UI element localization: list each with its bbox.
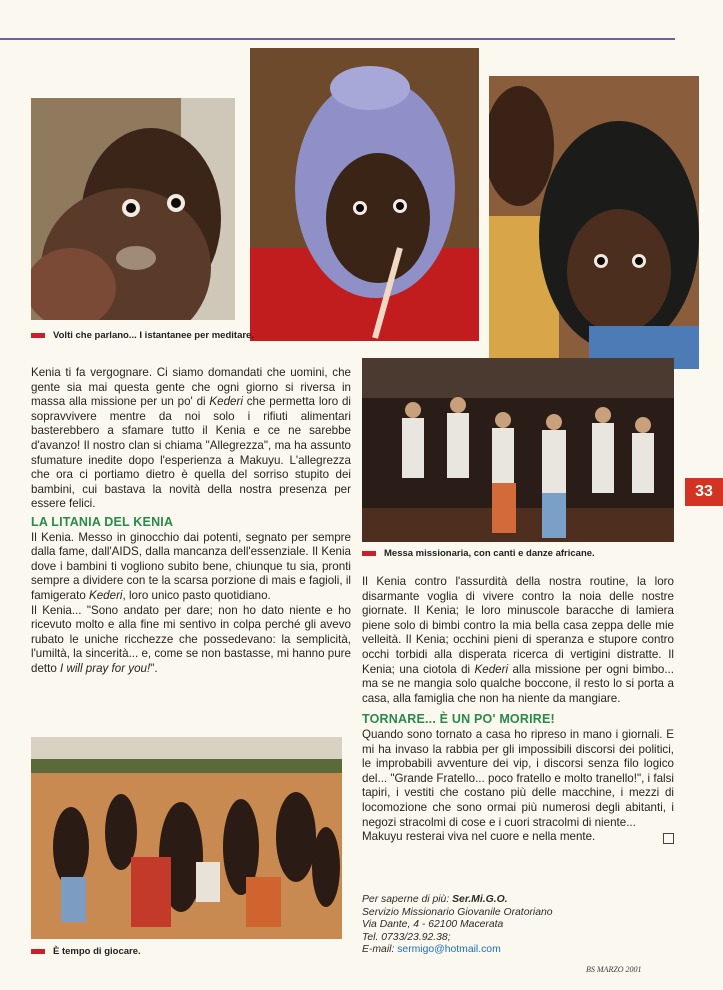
caption-text: Volti che parlano... I istantanee per meditare.: [53, 330, 254, 341]
litania-paragraph-1: [31, 531, 351, 604]
photo-child-face: [31, 98, 235, 320]
photo-child-black-hat: [489, 76, 699, 369]
text-italic: Kederi: [209, 395, 243, 409]
text-run: Kenia ti fa vergognare. Ci siamo domandati che uomini, che gente sia mai questa gente che ogni giorno si riversa in massa alla missione per un po' di: [31, 366, 351, 409]
right-column: [362, 575, 674, 845]
text-run: alla missione per ogni bimbo... ma se ne mangia solo qualche boccone, il resto lo si porta a casa, alla famiglia che non ha niente da mangiare.: [362, 662, 674, 705]
info-org: Ser.Mi.G.O.: [452, 894, 508, 905]
section-heading-tornare: TORNARE... È UN PO' MORIRE!: [362, 712, 555, 727]
page-number: 33: [685, 478, 723, 506]
caption-marker: [31, 333, 45, 338]
end-mark-icon: [663, 833, 674, 844]
info-line-2: Servizio Missionario Giovanile Oratoriano: [362, 906, 553, 918]
caption-playing: [31, 946, 141, 957]
caption-text: È tempo di giocare.: [53, 946, 141, 957]
caption-marker: [31, 949, 45, 954]
caption-marker: [362, 551, 376, 556]
caption-text: Messa missionaria, con canti e danze africane.: [384, 548, 595, 559]
info-address: Via Dante, 4 - 62100 Macerata: [362, 919, 504, 931]
email-label: E-mail:: [362, 944, 398, 956]
caption-mass: [362, 548, 595, 559]
section-heading-litania: LA LITANIA DEL KENIA: [31, 514, 174, 529]
info-lead: Per saperne di più:: [362, 894, 453, 905]
text-run: , loro unico pasto quotidiano.: [122, 588, 271, 602]
info-email-line: [362, 944, 553, 957]
text-run: Il Kenia. Messo in ginocchio dai potenti, segnato per sempre dalla fame, dall'AIDS, dalla mancanza dell'essenziale. Il Kenia dove i bambini ti vogliono subito bene, chiunque tu sia, pronti sempre a dividere con te la scarsa porzione di mais e fagioli, il famigerato: [31, 530, 351, 602]
info-phone: Tel. 0733/23.92.38;: [362, 931, 451, 943]
info-block: [362, 894, 553, 957]
text-run: Il Kenia... "Sono andato per dare; non ho dato niente e ho ricevuto molto e alla fine mi sentivo in colpa perché gli avevo rubato le uniche ricchezze che possedevano: la semplicità, l'umiltà, la sincerità... e, come se non bastasse, mi hanno pure detto: [31, 603, 351, 675]
email-link[interactable]: sermigo@hotmail.com: [397, 944, 501, 956]
photo-missionary-mass: [362, 358, 674, 542]
text-italic: Kederi: [474, 662, 509, 676]
text-italic: Kederi: [89, 588, 123, 602]
text-run: Il Kenia contro l'assurdità della nostra routine, la loro disarmante voglia di vivere contro la noia delle nostre giornate. Il Kenia; le loro minuscole baracche di lamiera piene solo di bimbi contro la mia bella casa zeppa delle mie velleità. Il Kenia; occhini pieni di speranza e stupore contro occhi torbidi alla disperata ricerca di vertigini distratte. Il Kenia; una ciotola di: [362, 575, 674, 676]
litania-paragraph-2: [31, 604, 351, 677]
photo-children-playing: [31, 737, 342, 939]
intro-paragraph: [31, 366, 351, 512]
photo-child-knit-hat: [250, 48, 479, 341]
caption-faces: [31, 330, 254, 341]
footer-issue: BS MARZO 2001: [586, 965, 642, 974]
text-run: ".: [150, 661, 158, 675]
closing-paragraph: [362, 830, 674, 845]
tornare-paragraph: Quando sono tornato a casa ho ripreso in mano i giornali. E mi ha invaso la rabbia per gli impossibili discorsi dei politici, le improbabili avventure dei vip, i discorsi senza filo logico del... "Grande Fratello... poco fratello e molto tranello!", i falsi tapiri, i vestiti che costano più delle macchine, i mezzi di locomozione che sono ormai più numerosi degli abitanti, i negozi stracolmi di cose e i cuori stracolmi di niente...: [362, 727, 674, 829]
kenia-paragraph: [362, 575, 674, 706]
text-run: Makuyu resterai viva nel cuore e nella mente.: [362, 830, 596, 844]
left-column: [31, 366, 351, 676]
top-rule: [0, 38, 675, 40]
text-run: che permetta loro di sopravvivere mentre da noi solo i rifiuti alimentari basterebbero a sfamare tutto il Kenia e ce ne sarebbe d'avanzo! Il nostro clan si chiama "Allegrezza", ma ha assunto sfumature inedite dopo l'esperienza a Makuyu. L'allegrezza che ora ci portiamo dietro è quella del sorriso stupito dei bambini, cui bastava la novità della nostra presenza per essere felici.: [31, 395, 351, 511]
info-line-1: [362, 894, 553, 907]
text-italic: I will pray for you!: [60, 661, 151, 675]
